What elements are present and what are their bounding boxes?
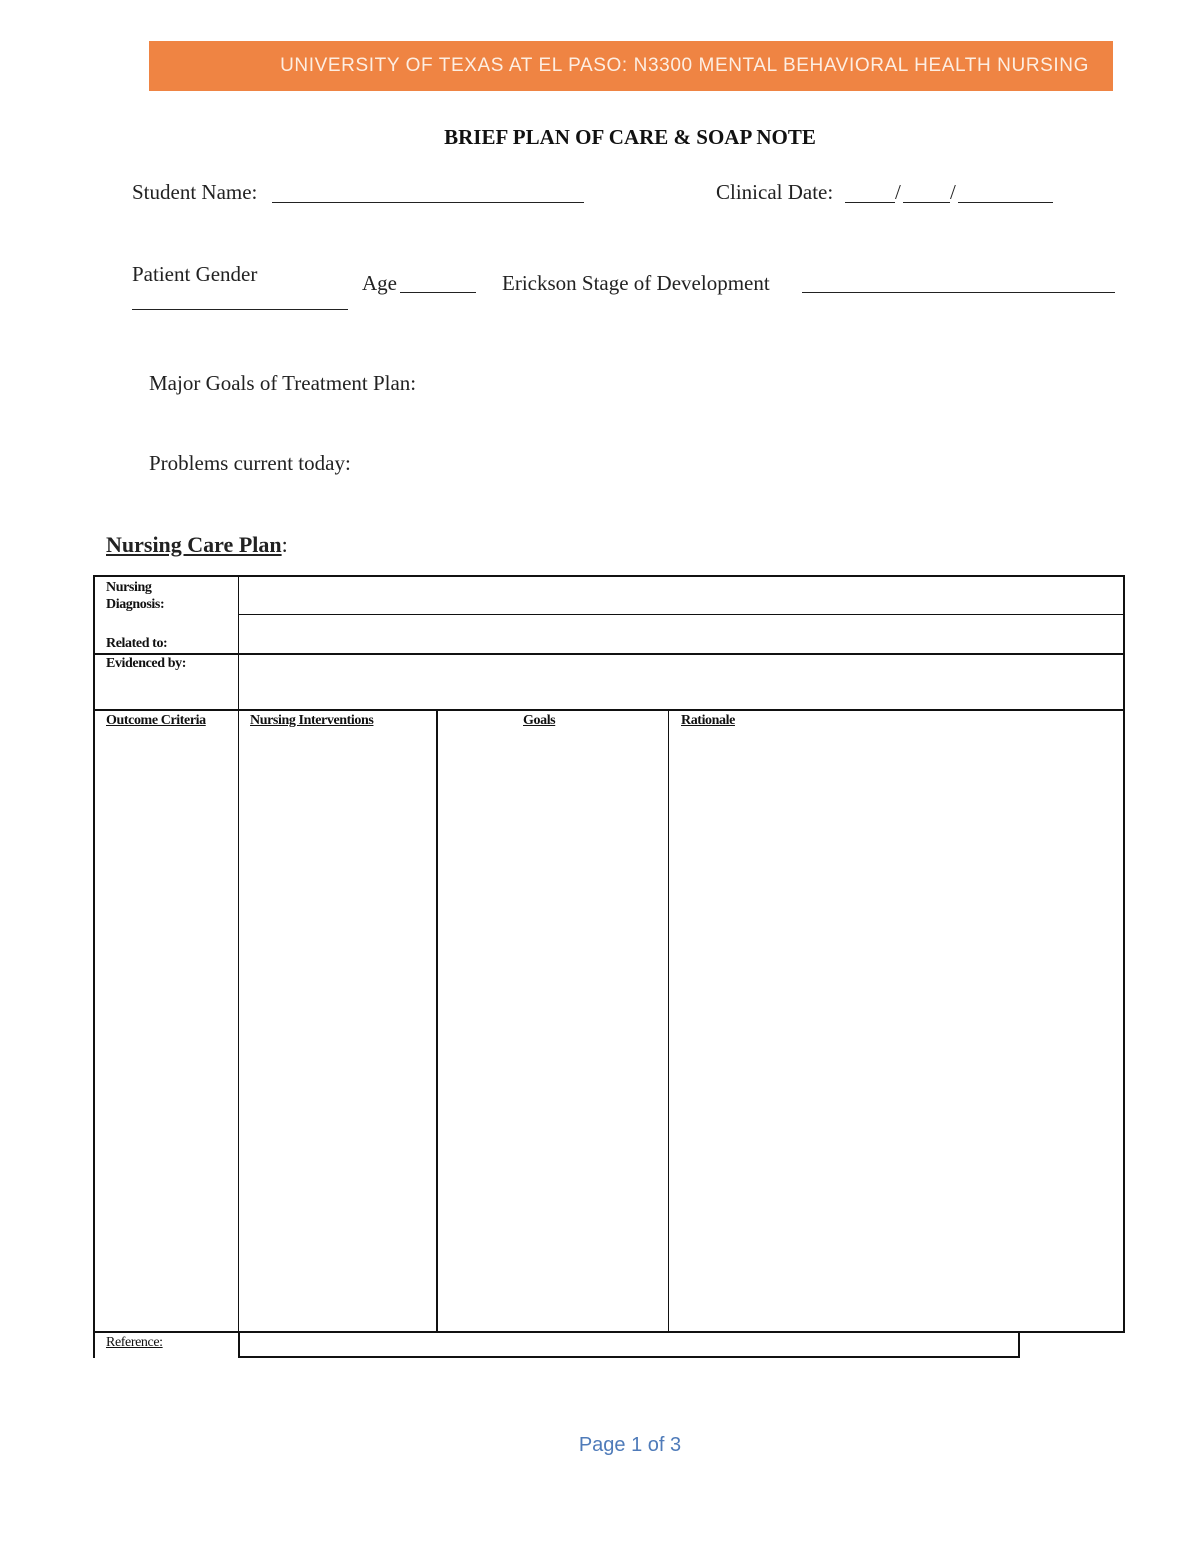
date-separator: /	[950, 180, 956, 204]
age-field[interactable]	[400, 292, 476, 293]
reference-left-border	[93, 1331, 95, 1358]
goals-field[interactable]	[439, 732, 667, 1330]
clinical-date-year-field[interactable]	[958, 202, 1053, 203]
goals-rationale-divider	[668, 710, 669, 1332]
page-number: Page 1 of 3	[578, 1434, 682, 1456]
student-name-field[interactable]	[272, 202, 584, 203]
patient-gender-label: Patient Gender	[132, 262, 258, 286]
reference-field[interactable]	[240, 1332, 1018, 1356]
evidenced-by-label: Evidenced by:	[106, 656, 186, 671]
major-goals-label: Major Goals of Treatment Plan:	[149, 371, 417, 395]
label-column-divider	[238, 576, 239, 1358]
nursing-interventions-header: Nursing Interventions	[250, 713, 374, 728]
clinical-date-day-field[interactable]	[903, 202, 950, 203]
problems-current-label: Problems current today:	[149, 451, 351, 475]
diagnosis-row-divider	[238, 614, 1124, 615]
diagnosis-label: Diagnosis:	[106, 597, 165, 612]
related-to-label: Related to:	[106, 636, 168, 651]
student-name-label: Student Name:	[132, 180, 258, 204]
age-label: Age	[362, 271, 397, 295]
evidenced-row-divider	[94, 709, 1124, 711]
reference-label: Reference:	[106, 1335, 163, 1350]
goals-header: Goals	[523, 713, 556, 728]
clinical-date-month-field[interactable]	[845, 202, 895, 203]
nursing-care-plan-heading: Nursing Care Plan:	[106, 532, 288, 557]
clinical-date-label: Clinical Date:	[716, 180, 834, 204]
erickson-stage-label: Erickson Stage of Development	[502, 271, 770, 295]
patient-gender-field[interactable]	[132, 309, 348, 310]
document-title: BRIEF PLAN OF CARE & SOAP NOTE	[444, 125, 816, 149]
nursing-diagnosis-field[interactable]	[240, 577, 1122, 613]
nursing-label: Nursing	[106, 580, 152, 595]
outcome-criteria-field[interactable]	[95, 732, 237, 1330]
evidenced-by-field[interactable]	[240, 655, 1122, 708]
course-banner	[149, 41, 1113, 91]
banner-text: UNIVERSITY OF TEXAS AT EL PASO: N3300 MENTAL BEHAVIORAL HEALTH NURSING	[280, 55, 1089, 76]
interventions-goals-divider	[436, 710, 438, 1332]
date-separator: /	[895, 180, 901, 204]
nursing-interventions-field[interactable]	[240, 732, 435, 1330]
rationale-header: Rationale	[681, 713, 735, 728]
rationale-field[interactable]	[670, 732, 1122, 1330]
outcome-criteria-header: Outcome Criteria	[106, 713, 206, 728]
related-to-field[interactable]	[240, 616, 1122, 652]
erickson-stage-field[interactable]	[802, 292, 1115, 293]
